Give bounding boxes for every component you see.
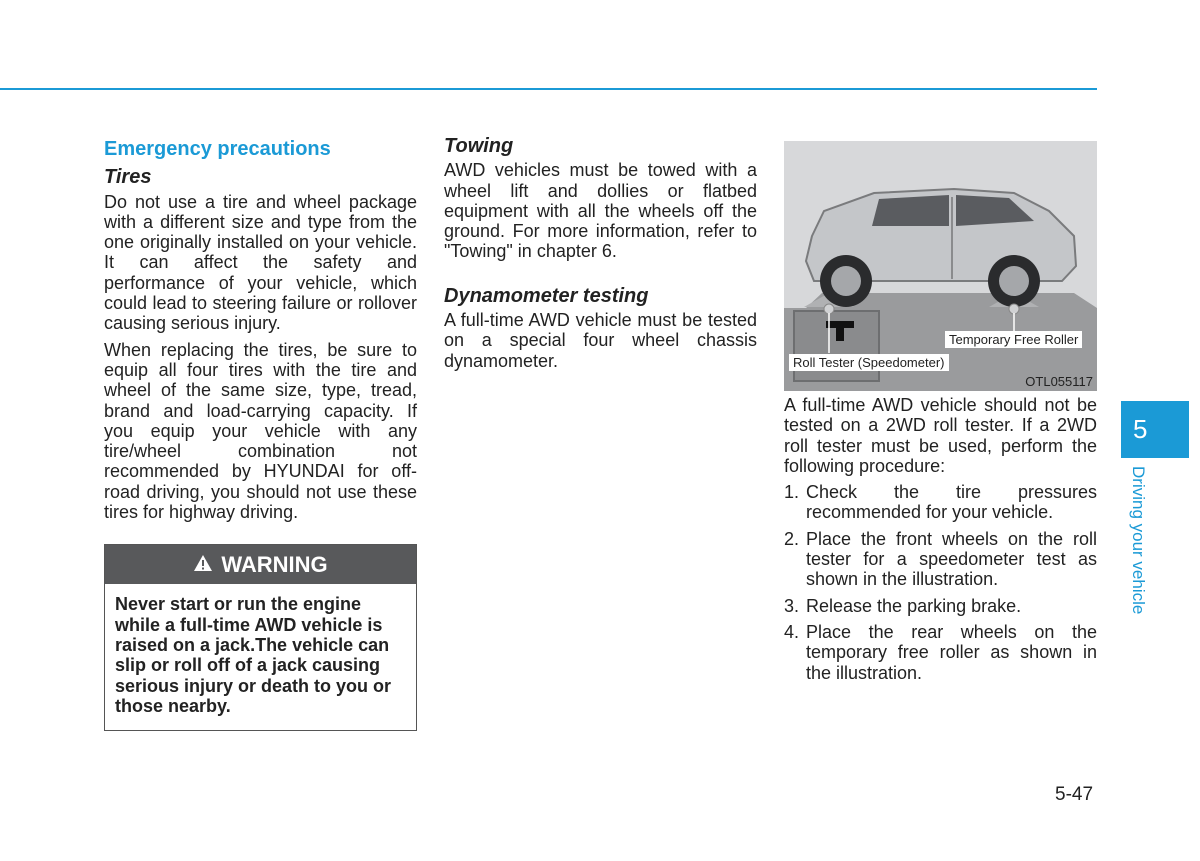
chapter-tab xyxy=(1121,401,1189,458)
warning-header xyxy=(105,545,416,584)
procedure-intro: A full-time AWD vehicle should not be tested on a 2WD roll tester. If a 2WD roll tester must be used, perform the following procedure: xyxy=(784,395,1097,476)
chapter-title-vertical xyxy=(1128,466,1152,626)
warning-triangle-icon xyxy=(193,554,213,575)
towing-paragraph: AWD vehicles must be towed with a wheel lift and dollies or flatbed equipment with all the wheels off the ground. For more information, refer to "Towing" in chapter 6. xyxy=(444,160,757,262)
list-item: 2. Place the front wheels on the roll tester for a speedometer test as shown in the illustration. xyxy=(784,528,1097,590)
section-title: Emergency precautions xyxy=(104,138,331,160)
middle-column xyxy=(444,136,757,377)
towing-heading: Towing xyxy=(444,135,514,157)
tires-paragraph-1: Do not use a tire and wheel package with a different size and type from the one originally installed on your vehicle. It can affect the safety and performance of your vehicle, which could lead to steering failure or rollover causing serious injury. xyxy=(104,191,417,334)
warning-title: WARNING xyxy=(221,551,328,577)
chapter-number: 5 xyxy=(1133,414,1148,444)
warning-text: Never start or run the engine while a full-time AWD vehicle is raised on a jack.The vehicle can slip or roll off of a jack causing serious injury or death to you or those nearby. xyxy=(115,594,392,716)
dynamometer-illustration xyxy=(784,141,1097,391)
figure-code: OTL055117 xyxy=(1025,374,1093,389)
warning-box xyxy=(104,544,417,731)
dynamometer-paragraph: A full-time AWD vehicle must be tested on a special four wheel chassis dynamometer. xyxy=(444,310,757,371)
list-item: 3. Release the parking brake. xyxy=(784,595,1022,616)
procedure-list xyxy=(784,482,1097,683)
list-item: 4. Place the rear wheels on the temporary free roller as shown in the illustration. xyxy=(784,621,1097,683)
tires-paragraph-2: When replacing the tires, be sure to equip all four tires with the tire and wheel of the same size, type, tread, brand and load-carrying capacity. If you equip your vehicle with any tire/wheel combination not recommended by HYUNDAI for off-road driving, you should not use these tires for highway driving. xyxy=(104,339,417,523)
tires-heading: Tires xyxy=(104,166,152,189)
dynamometer-heading: Dynamometer testing xyxy=(444,284,649,307)
header-rule xyxy=(0,88,1097,90)
page-number: 5-47 xyxy=(1055,784,1094,805)
chapter-title: Driving your vehicle xyxy=(1129,466,1148,615)
right-column xyxy=(784,395,1097,689)
list-item: 1. Check the tire pressures recommended for your vehicle. xyxy=(784,482,1097,523)
tester-label: Roll Tester (Speedometer) xyxy=(789,354,949,371)
left-column xyxy=(104,136,417,731)
roller-label: Temporary Free Roller xyxy=(945,331,1082,348)
